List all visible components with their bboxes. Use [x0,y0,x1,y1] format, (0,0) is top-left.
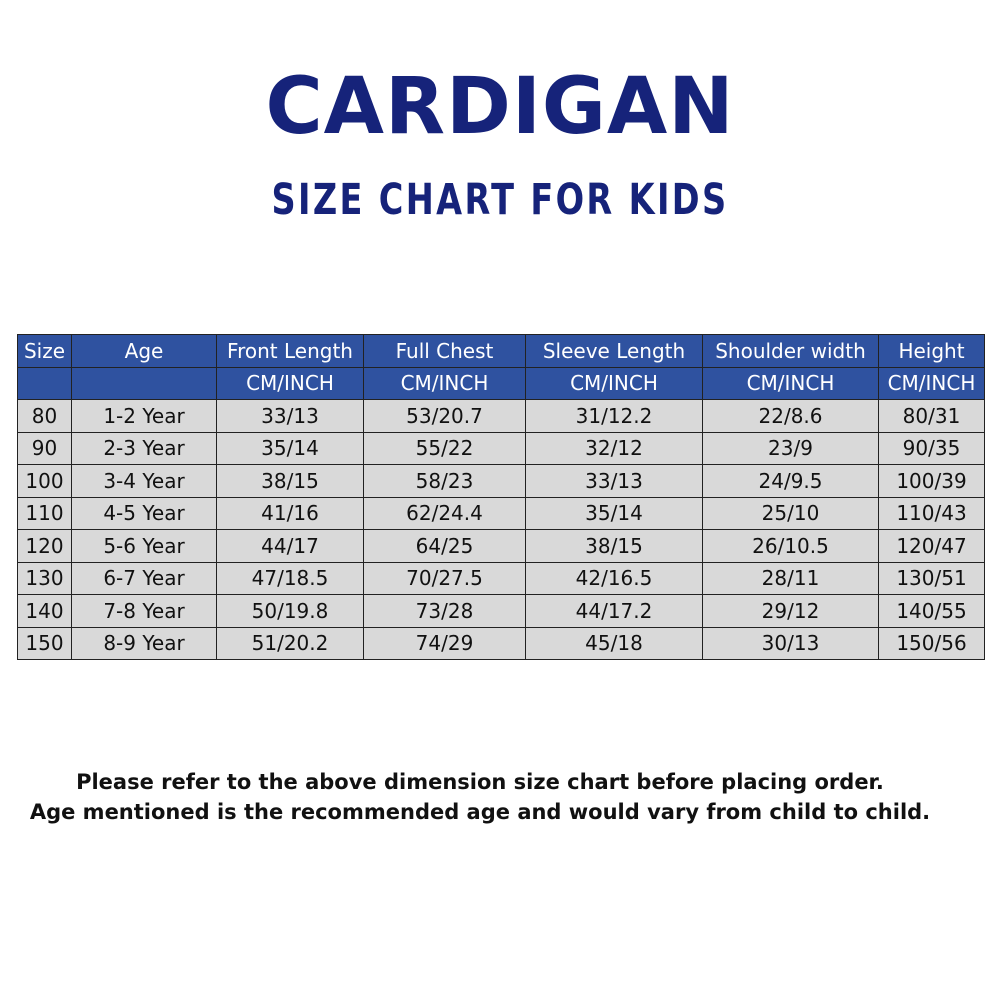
table-row [18,627,985,660]
cell-front-length: 51/20.2 [217,627,364,660]
cell-shoulder-width: 30/13 [703,627,879,660]
cell-size: 130 [18,562,72,595]
unit-front-length: CM/INCH [217,367,364,400]
cell-sleeve-length: 35/14 [526,497,703,530]
header-age: Age [72,335,217,368]
cell-full-chest: 58/23 [364,465,526,498]
cell-shoulder-width: 28/11 [703,562,879,595]
table-row [18,400,985,433]
cell-size: 100 [18,465,72,498]
header-full-chest: Full Chest [364,335,526,368]
cell-age: 6-7 Year [72,562,217,595]
cell-front-length: 41/16 [217,497,364,530]
units-row [18,367,985,400]
cell-height: 140/55 [879,595,985,628]
cell-height: 110/43 [879,497,985,530]
cell-shoulder-width: 22/8.6 [703,400,879,433]
cell-age: 4-5 Year [72,497,217,530]
cell-full-chest: 62/24.4 [364,497,526,530]
unit-shoulder-width: CM/INCH [703,367,879,400]
unit-full-chest: CM/INCH [364,367,526,400]
header-shoulder-width: Shoulder width [703,335,879,368]
table-row [18,562,985,595]
cell-full-chest: 55/22 [364,432,526,465]
cell-sleeve-length: 44/17.2 [526,595,703,628]
cell-age: 1-2 Year [72,400,217,433]
cell-age: 2-3 Year [72,432,217,465]
cell-front-length: 33/13 [217,400,364,433]
cell-age: 8-9 Year [72,627,217,660]
header-size: Size [18,335,72,368]
cell-size: 90 [18,432,72,465]
cell-height: 90/35 [879,432,985,465]
header-sleeve-length: Sleeve Length [526,335,703,368]
cell-shoulder-width: 23/9 [703,432,879,465]
size-chart-table [17,334,985,660]
cell-sleeve-length: 33/13 [526,465,703,498]
cell-front-length: 38/15 [217,465,364,498]
cell-size: 150 [18,627,72,660]
cell-age: 3-4 Year [72,465,217,498]
cell-height: 150/56 [879,627,985,660]
table-row [18,595,985,628]
table-row [18,465,985,498]
cell-height: 130/51 [879,562,985,595]
cell-sleeve-length: 38/15 [526,530,703,563]
cell-full-chest: 53/20.7 [364,400,526,433]
cell-height: 100/39 [879,465,985,498]
cell-shoulder-width: 25/10 [703,497,879,530]
cell-size: 140 [18,595,72,628]
cell-full-chest: 64/25 [364,530,526,563]
cell-height: 80/31 [879,400,985,433]
cell-full-chest: 74/29 [364,627,526,660]
note-refer-chart: Please refer to the above dimension size chart before placing order. [76,770,884,794]
header-front-length: Front Length [217,335,364,368]
cell-front-length: 35/14 [217,432,364,465]
unit-sleeve-length: CM/INCH [526,367,703,400]
header-row [18,335,985,368]
cell-age: 7-8 Year [72,595,217,628]
cell-size: 80 [18,400,72,433]
header-height: Height [879,335,985,368]
cell-shoulder-width: 26/10.5 [703,530,879,563]
note-age-disclaimer: Age mentioned is the recommended age and would vary from child to child. [29,800,931,824]
cell-sleeve-length: 32/12 [526,432,703,465]
cell-front-length: 47/18.5 [217,562,364,595]
table-row [18,530,985,563]
unit-size [18,367,72,400]
table-row [18,432,985,465]
table-row [18,497,985,530]
cell-front-length: 50/19.8 [217,595,364,628]
unit-age [72,367,217,400]
cell-age: 5-6 Year [72,530,217,563]
cell-size: 120 [18,530,72,563]
cell-full-chest: 73/28 [364,595,526,628]
cell-sleeve-length: 31/12.2 [526,400,703,433]
cell-full-chest: 70/27.5 [364,562,526,595]
page-title: CARDIGAN [265,62,735,152]
cell-shoulder-width: 24/9.5 [703,465,879,498]
cell-shoulder-width: 29/12 [703,595,879,628]
cell-sleeve-length: 45/18 [526,627,703,660]
cell-sleeve-length: 42/16.5 [526,562,703,595]
cell-size: 110 [18,497,72,530]
cell-height: 120/47 [879,530,985,563]
cell-front-length: 44/17 [217,530,364,563]
unit-height: CM/INCH [879,367,985,400]
page-subtitle: SIZE CHART FOR KIDS [271,175,729,225]
